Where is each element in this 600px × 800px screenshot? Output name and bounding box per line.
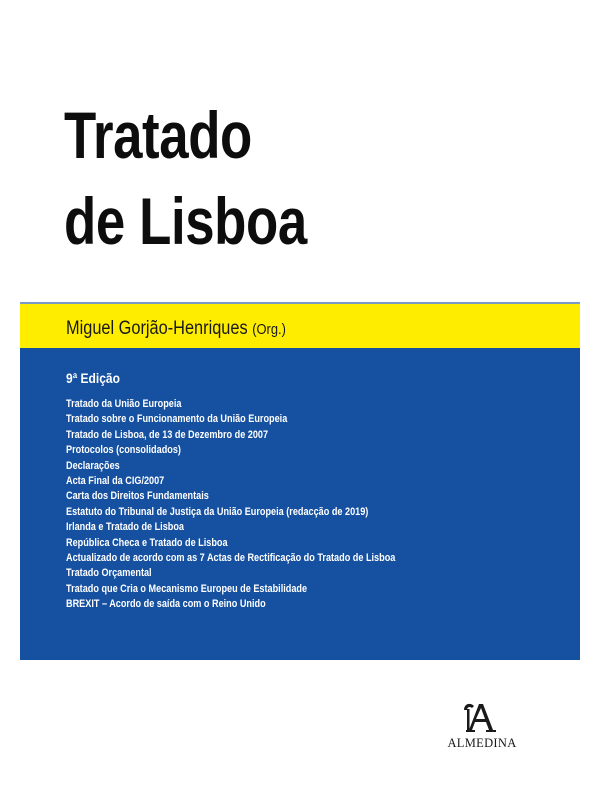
list-item: Tratado sobre o Funcionamento da União Europeia	[66, 413, 288, 426]
list-item: Carta dos Direitos Fundamentais	[66, 490, 209, 503]
list-item: Tratado da União Europeia	[66, 398, 182, 410]
book-title	[64, 92, 307, 264]
list-item: Acta Final da CIG/2007	[66, 474, 165, 487]
almedina-logo-icon	[462, 700, 502, 734]
publisher-logo	[432, 700, 532, 756]
list-item: Estatuto do Tribunal de Justiça da União Europeia (redacção de 2019)	[66, 505, 369, 518]
author-name: Miguel Gorjão-Henriques	[66, 318, 248, 339]
title-line-2: de Lisboa	[64, 184, 307, 258]
list-item: BREXIT – Acordo de saída com o Reino Unido	[66, 598, 266, 611]
list-item: Tratado Orçamental	[66, 567, 152, 580]
contents-list	[66, 397, 478, 612]
publisher-name: ALMEDINA	[447, 736, 517, 750]
author-band	[20, 302, 580, 348]
list-item: Irlanda e Tratado de Lisboa	[66, 521, 184, 534]
list-item: Actualizado de acordo com as 7 Actas de Rectificação do Tratado de Lisboa	[66, 551, 396, 564]
edition-label: 9ª Edição	[66, 370, 120, 386]
list-item: Tratado de Lisboa, de 13 de Dezembro de 2007	[66, 428, 269, 441]
contents-panel	[20, 348, 580, 660]
list-item: Protocolos (consolidados)	[66, 444, 181, 457]
list-item: Declarações	[66, 459, 120, 472]
author-line	[66, 318, 286, 340]
list-item: Tratado que Cria o Mecanismo Europeu de Estabilidade	[66, 582, 308, 595]
author-role: (Org.)	[252, 321, 286, 338]
title-line-1: Tratado	[64, 98, 252, 172]
list-item: República Checa e Tratado de Lisboa	[66, 536, 228, 549]
